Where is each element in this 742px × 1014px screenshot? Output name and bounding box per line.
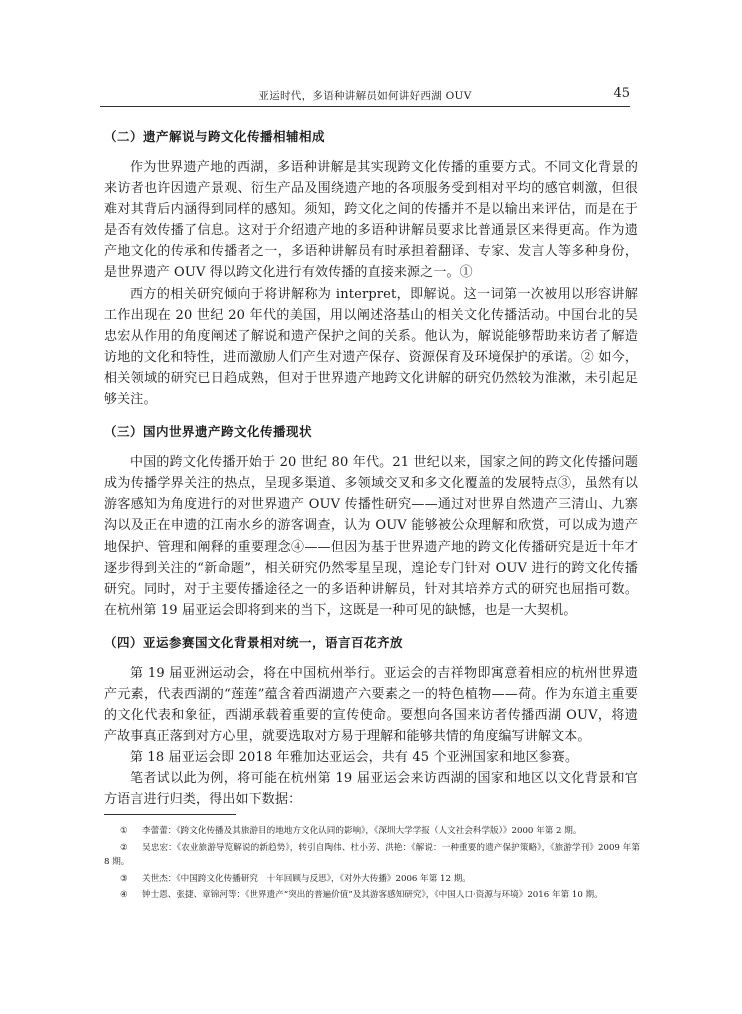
section-heading: （二）遗产解说与跨文化传播相辅相成 [104,129,326,144]
section-heading: （三）国内世界遗产跨文化传播现状 [104,424,313,440]
footnote-divider [104,814,236,815]
page-number: 45 [613,86,630,101]
footnote [104,888,640,903]
paragraph: 中国的跨文化传播开始于 20 世纪 80 年代。21 世纪以来，国家之间的跨文化传播问题成为传播学界关注的热点，呈现多渠道、多领域交叉和多文化覆盖的发展特点③，虽然有以游客感知为角度进行的对世界遗产 OUV 传播性研究——通过对世界自然遗产三清山、九寨沟以及正在申遗的江南水乡的游客调查，认为 OUV 能够被公众理解和欣赏，可以成为遗产地保护、管理和阐释的重要理念④——但因为基于世界遗产地的跨文化传播研究是近十年才逐步得到关注的“新命题”，相关研究仍然零星呈现，遑论专门针对 OUV 进行的跨文化传播研究。同时，对于主要传播途径之一的多语种讲解员，针对其培养方式的研究也屈指可数。在杭州第 19 届亚运会即将到来的当下，这既是一种可见的缺憾，也是一大契机。 [104,455,638,618]
footnote [104,872,640,887]
footnote-marker: ④ [120,890,128,900]
footnote-text: 钟士恩、张捷、章锦河等：《世界遗产“突出的普遍价值”及其游客感知研究》，《中国人口·资源与环境》2016 年第 10 期。 [142,890,603,900]
body-text [104,126,638,811]
footnote-text: 李蕾蕾：《跨文化传播及其旅游目的地地方文化认同的影响》，《深圳大学学报（人文社会科学版）》2000 年第 2 期。 [142,826,582,836]
footnote-text: 关世杰：《中国跨文化传播研究 十年回顾与反思》，《对外大传播》2006 年第 12 期。 [142,873,471,884]
paragraph: 第 19 届亚洲运动会，将在中国杭州举行。亚运会的吉祥物即寓意着相应的杭州世界遗产元素，代表西湖的“莲莲”蕴含着西湖遗产六要素之一的特色植物——荷。作为东道主重要的文化代表和象征，西湖承载着重要的宣传使命。要想向各国来访者传播西湖 OUV，将遗产故事真正落到对方心里，就要选取对方易于理解和能够共情的角度编写讲解文本。 [104,665,638,745]
footnotes [104,824,640,905]
paragraph: 作为世界遗产地的西湖，多语种讲解是其实现跨文化传播的重要方式。不同文化背景的来访者也许因遗产景观、衍生产品及围绕遗产地的各项服务受到相对平均的感官刺激，但很难对其背后内涵得到同样的感知。须知，跨文化之间的传播并不是以输出来评估，而是在于是否有效传播了信息。这对于介绍遗产地的多语种讲解员要求比普通景区来得更高。作为遗产地文化的传承和传播者之一，多语种讲解员有时承担着翻译、专家、发言人等多种身份，是世界遗产 OUV 得以跨文化进行有效传播的直接来源之一。① [104,160,638,281]
footnote [104,824,640,839]
running-header [100,86,630,107]
footnote-marker: ② [120,842,128,853]
paragraph: 西方的相关研究倾向于将讲解称为 interpret，即解说。这一词第一次被用以形容讲解工作出现在 20 世纪 20 年代的美国，用以阐述洛基山的相关文化传播活动。中国台北的吴忠宏从作用的角度阐述了解说和遗产保护之间的关系。他认为，解说能够帮助来访者了解造访地的文化和特性，进而激励人们产生对遗产保存、资源保育及环境保护的承诺。② 如今，相关领域的研究已日趋成熟，但对于世界遗产地跨文化讲解的研究仍然较为淮漱，未引起足够关注。 [104,286,638,408]
running-title: 亚运时代，多语种讲解员如何讲好西湖 OUV [258,90,472,102]
footnote-text: 吴忠宏：《农业旅游导览解说的新趋势》，转引自陶伟、杜小芳、洪艳：《解说：一种重要的遗产保护策略》，《旅游学刊》2009 年第 8 期。 [104,842,640,867]
footnote-marker: ① [120,826,128,836]
paragraph: 笔者试以此为例，将可能在杭州第 19 届亚运会来访西湖的国家和地区以文化背景和官方语言进行归类，得出如下数据： [104,771,638,808]
footnote [104,841,640,870]
footnote-marker: ③ [120,873,128,884]
paragraph: 第 18 届亚运会即 2018 年雅加达亚运会，共有 45 个亚洲国家和地区参赛。 [130,750,579,766]
section-heading: （四）亚运参赛国文化背景相对统一，语言百花齐放 [104,634,404,650]
